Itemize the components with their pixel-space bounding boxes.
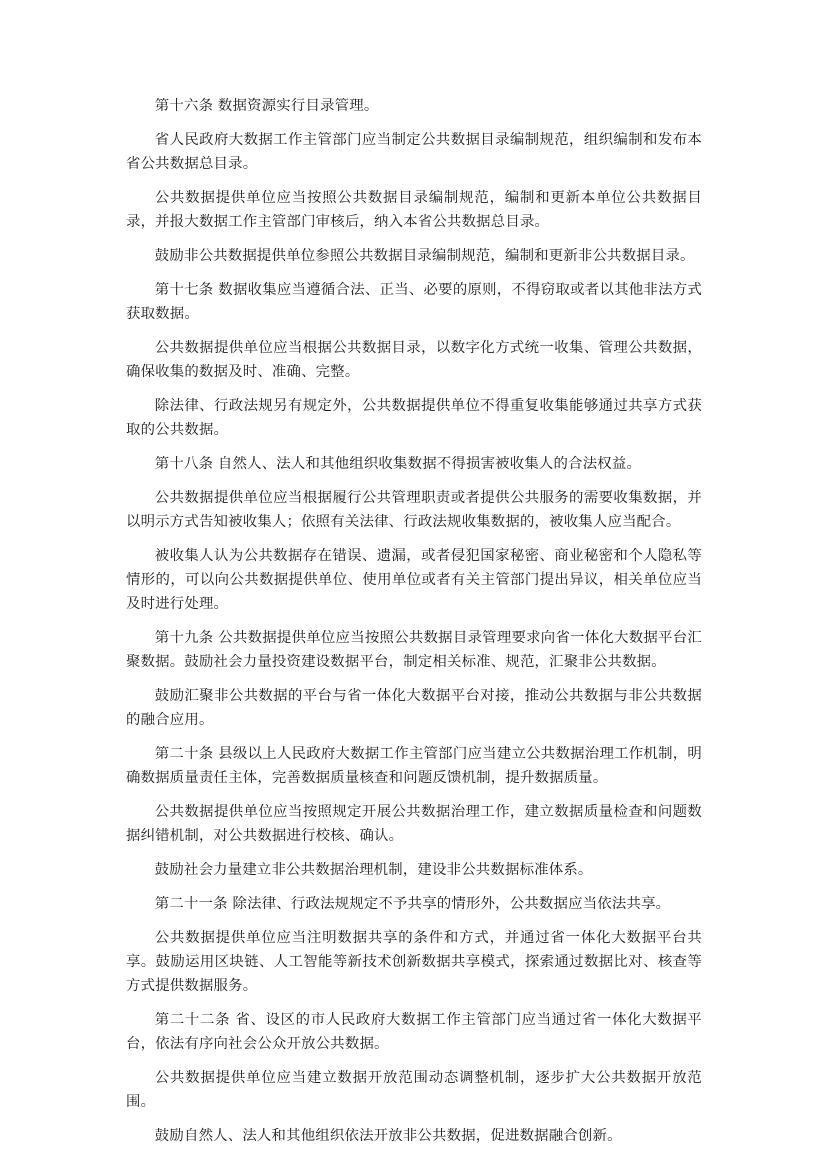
paragraph: 鼓励社会力量建立非公共数据治理机制，建设非公共数据标准体系。 <box>154 862 593 878</box>
paragraph: 鼓励非公共数据提供单位参照公共数据目录编制规范，编制和更新非公共数据目录。 <box>154 248 695 264</box>
paragraph-article-22: 第二十二条 省、设区的市人民政府大数据工作主管部门应当通过省一体化大数据平台，依法有序向社会公众开放公共数据。 <box>126 1012 702 1052</box>
paragraph-article-21: 第二十一条 除法律、行政法规规定不予共享的情形外，公共数据应当依法共享。 <box>154 896 671 912</box>
paragraph: 公共数据提供单位应当建立数据开放范围动态调整机制，逐步扩大公共数据开放范围。 <box>126 1070 702 1110</box>
paragraph-article-17: 第十七条 数据收集应当遵循合法、正当、必要的原则，不得窃取或者以其他非法方式获取数据。 <box>126 282 702 322</box>
paragraph: 鼓励自然人、法人和其他组织依法开放非公共数据，促进数据融合创新。 <box>154 1128 622 1144</box>
document-page <box>126 94 702 1158</box>
paragraph: 公共数据提供单位应当根据履行公共管理职责或者提供公共服务的需要收集数据，并以明示方式告知被收集人；依照有关法律、行政法规收集数据的，被收集人应当配合。 <box>126 490 702 530</box>
paragraph-article-19: 第十九条 公共数据提供单位应当按照公共数据目录管理要求向省一体化大数据平台汇聚数据。鼓励社会力量投资建设数据平台，制定相关标准、规范，汇聚非公共数据。 <box>126 630 702 670</box>
paragraph-article-16: 第十六条 数据资源实行目录管理。 <box>154 98 379 114</box>
paragraph: 被收集人认为公共数据存在错误、遗漏，或者侵犯国家秘密、商业秘密和个人隐私等情形的，可以向公共数据提供单位、使用单位或者有关主管部门提出异议，相关单位应当及时进行处理。 <box>126 548 702 612</box>
paragraph-article-18: 第十八条 自然人、法人和其他组织收集数据不得损害被收集人的合法权益。 <box>154 456 642 472</box>
paragraph: 除法律、行政法规另有规定外，公共数据提供单位不得重复收集能够通过共享方式获取的公共数据。 <box>126 398 702 438</box>
paragraph: 公共数据提供单位应当按照规定开展公共数据治理工作，建立数据质量检查和问题数据纠错机制，对公共数据进行校核、确认。 <box>126 804 702 844</box>
paragraph: 公共数据提供单位应当根据公共数据目录，以数字化方式统一收集、管理公共数据，确保收集的数据及时、准确、完整。 <box>126 340 702 380</box>
paragraph-article-20: 第二十条 县级以上人民政府大数据工作主管部门应当建立公共数据治理工作机制，明确数据质量责任主体，完善数据质量核查和问题反馈机制，提升数据质量。 <box>126 746 702 786</box>
paragraph: 公共数据提供单位应当注明数据共享的条件和方式，并通过省一体化大数据平台共享。鼓励运用区块链、人工智能等新技术创新数据共享模式，探索通过数据比对、核查等方式提供数据服务。 <box>126 930 702 994</box>
paragraph: 鼓励汇聚非公共数据的平台与省一体化大数据平台对接，推动公共数据与非公共数据的融合应用。 <box>126 688 702 728</box>
paragraph: 省人民政府大数据工作主管部门应当制定公共数据目录编制规范，组织编制和发布本省公共数据总目录。 <box>126 132 702 172</box>
paragraph: 公共数据提供单位应当按照公共数据目录编制规范，编制和更新本单位公共数据目录，并报大数据工作主管部门审核后，纳入本省公共数据总目录。 <box>126 190 702 230</box>
